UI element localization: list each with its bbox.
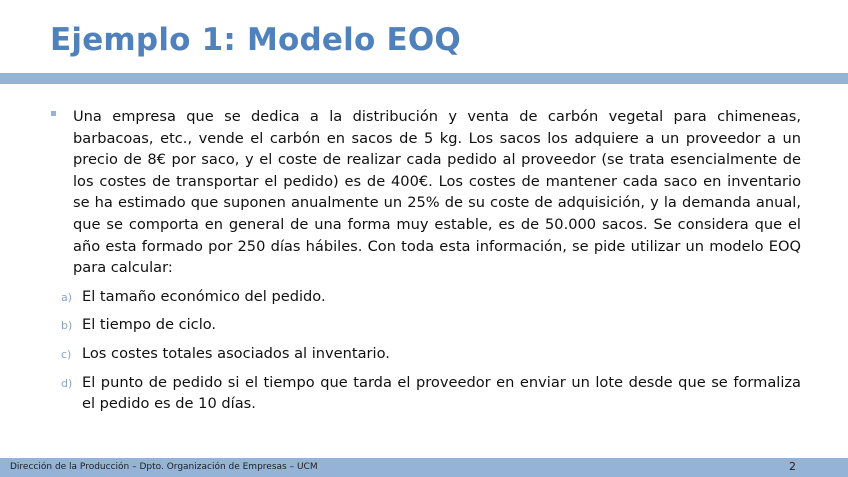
problem-statement: Una empresa que se dedica a la distribución y venta de carbón vegetal para chimeneas, barbacoas, etc., vende el carbón en sacos de 5 kg. Los sacos los adquiere a un proveedor a un precio de 8€ por saco, y el coste de realizar cada pedido al proveedor (se trata esencialmente de los costes de transportar el pedido) es de 400€. Los costes de mantener cada saco en inventario se ha estimado que suponen anualmente un 25% de su coste de adquisición, y la demanda anual, que se comporta en general de una forma muy estable, es de 50.000 sacos. Se considera que el año esta formado por 250 días hábiles. Con toda esta información, se pide utilizar un modelo EOQ para calcular: (73, 108, 801, 277)
question-item-c (50, 343, 801, 365)
question-marker: d) (61, 376, 73, 390)
question-item-d (50, 372, 801, 415)
question-marker: a) (61, 290, 73, 304)
question-text: El punto de pedido si el tiempo que tarda el proveedor en enviar un lote desde que se formaliza el pedido es de 10 días. (82, 373, 801, 413)
question-text: El tamaño económico del pedido. (82, 287, 326, 305)
footer-bar (0, 458, 848, 477)
question-marker: b) (61, 319, 73, 333)
question-text: Los costes totales asociados al inventario. (82, 344, 390, 362)
question-marker: c) (61, 347, 72, 361)
page-number: 2 (789, 460, 796, 473)
square-bullet-icon (51, 111, 56, 116)
main-bullet-item (50, 106, 801, 279)
slide-content (50, 106, 801, 422)
footer-text: Dirección de la Producción – Dpto. Organización de Empresas – UCM (10, 462, 318, 472)
slide-title: Ejemplo 1: Modelo EOQ (50, 22, 461, 58)
question-list (50, 286, 801, 415)
title-divider-band (0, 73, 848, 84)
question-item-b (50, 314, 801, 336)
question-item-a (50, 286, 801, 308)
question-text: El tiempo de ciclo. (82, 316, 217, 334)
